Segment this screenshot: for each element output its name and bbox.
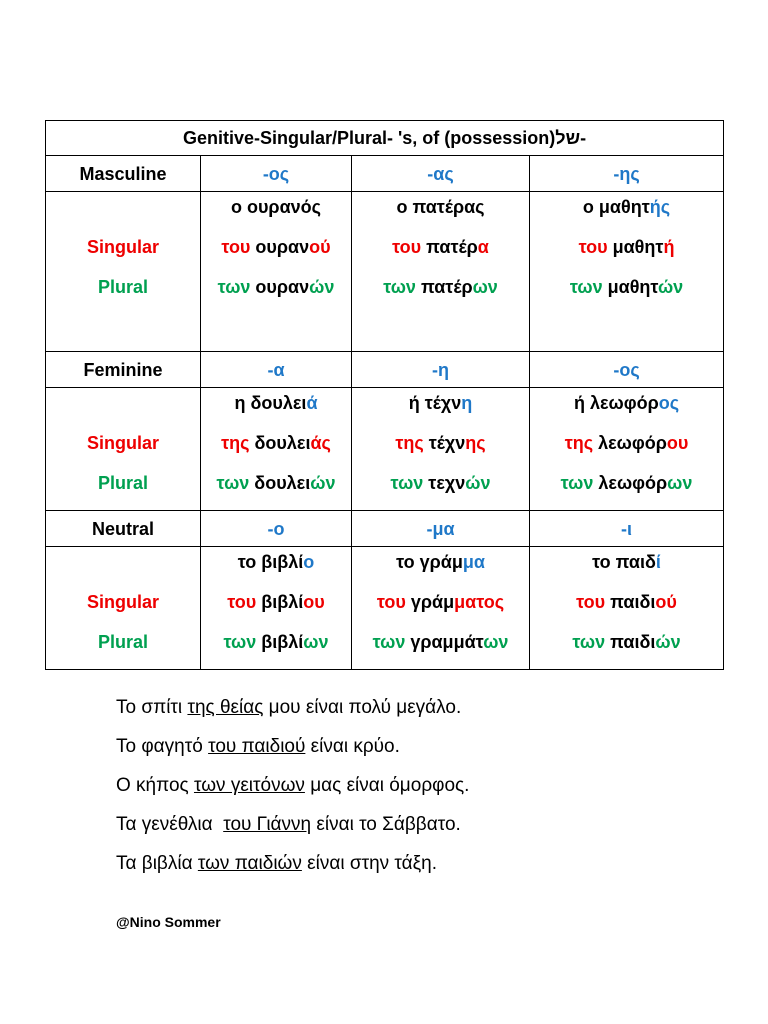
genitive-plural: των μαθητών	[569, 277, 684, 297]
genitive-plural: των λεωφόρων	[560, 473, 693, 493]
sentence: Το φαγητό του παιδιού είναι κρύο.	[116, 736, 400, 757]
table-title: Genitive-Singular/Plural- 's, of (possession)של-	[46, 121, 724, 156]
gender-header-row	[46, 352, 724, 388]
declension-row	[46, 388, 724, 511]
plural-label: Plural	[97, 632, 149, 652]
gender-header-row	[46, 511, 724, 547]
word-cell	[352, 388, 530, 511]
genitive-singular: του βιβλίου	[227, 592, 325, 612]
gender-header-row	[46, 156, 724, 192]
nominative: ο ουρανός	[230, 197, 322, 217]
declension-row	[46, 192, 724, 352]
author-credit: @Nino Sommer	[116, 914, 221, 930]
genitive-plural: των τεχνών	[390, 473, 491, 493]
word-cell	[530, 192, 724, 352]
genitive-singular: της λεωφόρου	[564, 433, 689, 453]
genitive-plural: των γραμμάτων	[372, 632, 509, 652]
word-cell	[352, 547, 530, 670]
nominative: η δουλειά	[234, 393, 318, 413]
genitive-singular: του μαθητή	[578, 237, 675, 257]
sentence: Τα γενέθλια του Γιάννη είναι το Σάββατο.	[116, 814, 461, 835]
nominative: ή τέχνη	[408, 393, 473, 413]
sentence: Ο κήπος των γειτόνων μας είναι όμορφος.	[116, 775, 470, 796]
genitive-table	[45, 120, 724, 670]
nominative: ο πατέρας	[396, 197, 485, 217]
row-labels	[46, 547, 201, 670]
word-cell	[530, 388, 724, 511]
nominative: το βιβλίο	[237, 552, 315, 572]
ending-label: -η	[352, 352, 530, 388]
sentence: Το σπίτι της θείας μου είναι πολύ μεγάλο.	[116, 697, 462, 718]
genitive-singular: της δουλειάς	[221, 433, 331, 453]
nominative: το παιδί	[592, 552, 661, 572]
plural-label: Plural	[97, 277, 149, 297]
word-cell	[352, 192, 530, 352]
genitive-plural: των ουρανών	[217, 277, 335, 297]
genitive-singular: του πατέρα	[392, 237, 489, 257]
ending-label: -ο	[201, 511, 352, 547]
ending-label: -ι	[530, 511, 724, 547]
genitive-plural: των παιδιών	[572, 632, 681, 652]
ending-label: -ος	[201, 156, 352, 192]
singular-label: Singular	[86, 237, 159, 257]
sentence: Τα βιβλία των παιδιών είναι στην τάξη.	[116, 853, 437, 874]
singular-label: Singular	[86, 592, 159, 612]
word-cell	[201, 192, 352, 352]
word-cell	[530, 547, 724, 670]
genitive-singular: της τέχνης	[395, 433, 486, 453]
plural-label: Plural	[97, 473, 149, 493]
singular-label: Singular	[86, 433, 159, 453]
genitive-plural: των δουλειών	[216, 473, 336, 493]
gender-label: Feminine	[46, 352, 201, 388]
nominative: ή λεωφόρος	[573, 393, 680, 413]
word-cell	[201, 547, 352, 670]
ending-label: -α	[201, 352, 352, 388]
declension-row	[46, 547, 724, 670]
gender-label: Masculine	[46, 156, 201, 192]
nominative: το γράμμα	[396, 552, 485, 572]
genitive-singular: του γράμματος	[376, 592, 505, 612]
ending-label: -ας	[352, 156, 530, 192]
nominative: ο μαθητής	[582, 197, 671, 217]
example-sentences	[116, 688, 469, 883]
ending-label: -μα	[352, 511, 530, 547]
word-cell	[201, 388, 352, 511]
genitive-singular: του ουρανού	[221, 237, 331, 257]
genitive-plural: των βιβλίων	[223, 632, 329, 652]
genitive-plural: των πατέρων	[383, 277, 498, 297]
gender-label: Neutral	[46, 511, 201, 547]
row-labels	[46, 388, 201, 511]
genitive-singular: του παιδιού	[576, 592, 677, 612]
ending-label: -ος	[530, 352, 724, 388]
row-labels	[46, 192, 201, 352]
ending-label: -ης	[530, 156, 724, 192]
